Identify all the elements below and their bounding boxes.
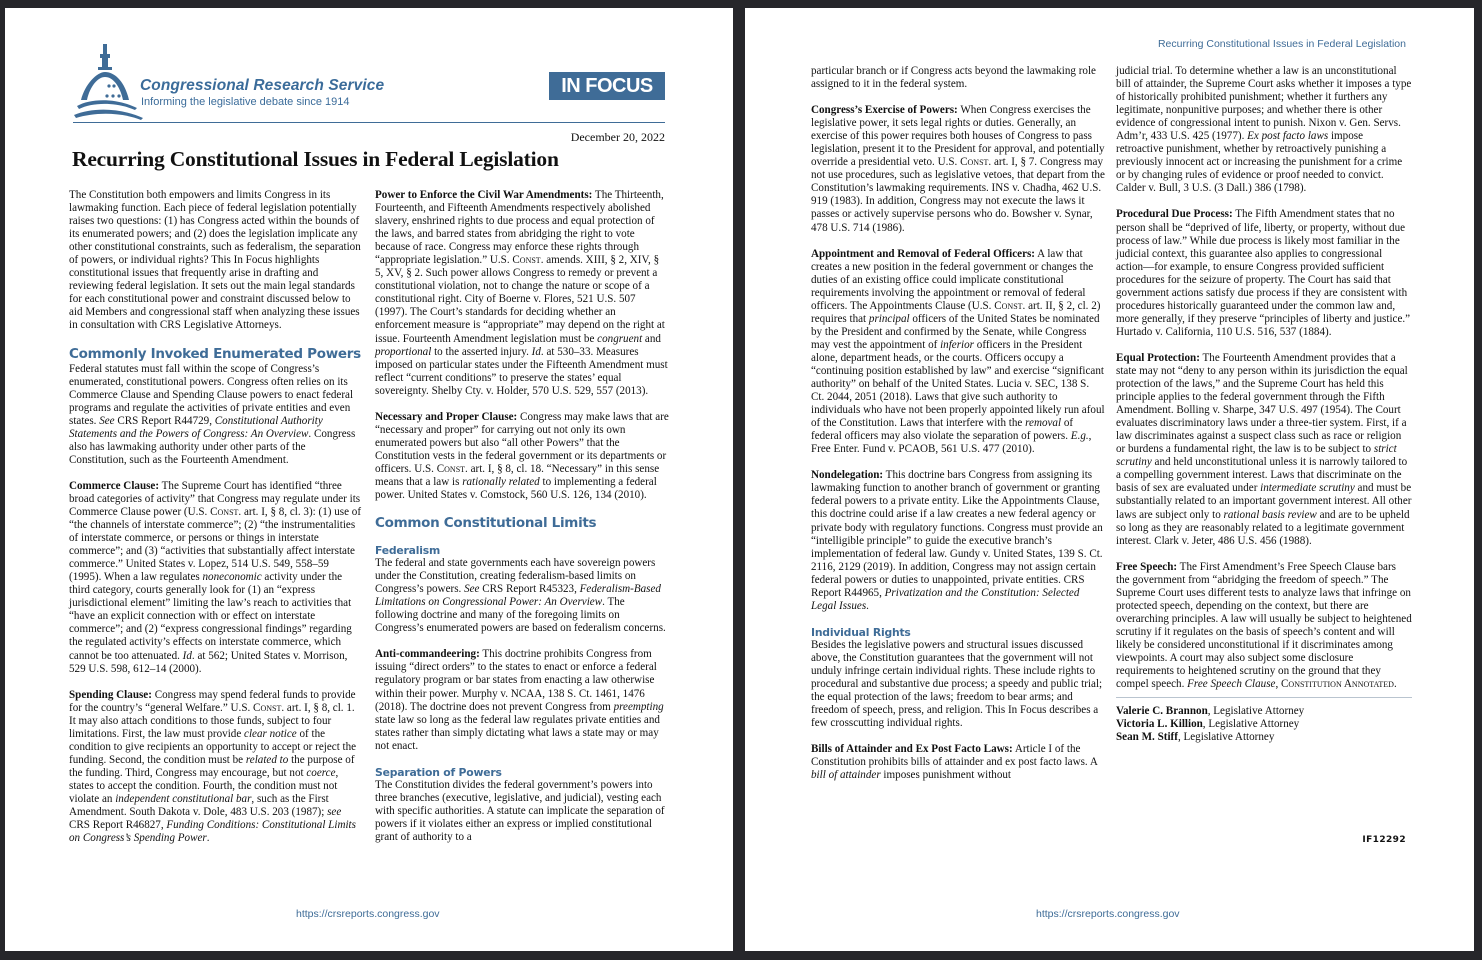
- footer-link[interactable]: https://crsreports.congress.gov: [1036, 908, 1180, 920]
- org-tagline: Informing the legislative debate since 1914: [141, 96, 350, 108]
- appointment-removal-paragraph: Appointment and Removal of Federal Officers: A law that creates a new position in the federal government or changes the duties of an existing office could implicate constitutional requirements involving the appointment or removal of federal officers. The Appointments Clause (U.S. Const. art. II, § 2, cl. 2) requires that principal officers of the United States be nominated by the President and confirmed by the Senate, while Congress may vest the appointment of inferior officers in the President alone, department heads, or the courts. Officers occupy a “continuing position established by law” and exercise “significant authority” on behalf of the United States. Lucia v. SEC, 138 S. Ct. 2044, 2051 (2018). Laws that give such authority to individuals who have not been properly appointed likely run afoul of the Constitution. Laws that interfere with the removal of federal officers may also violate the separation of powers. E.g., Free Enter. Fund v. PCAOB, 561 U.S. 477 (2010).: [811, 247, 1105, 456]
- free-speech-paragraph: Free Speech: The First Amendment’s Free Speech Clause bars the government from “abridging the freedom of speech.” The Supreme Court uses different tests to analyze laws that infringe on protected speech, depending on the context, but there are overarching principles. A law will usually be subject to heightened scrutiny if it regulates on the basis of speech’s content and will likely be considered unconstitutional if it discriminates among viewpoints. A court may also subject some disclosure requirements to heightened scrutiny on the ground that they compel speech. Free Speech Clause, Constitution Annotated.: [1116, 560, 1412, 691]
- author-list: [1116, 705, 1412, 744]
- heading-individual-rights: Individual Rights: [811, 625, 911, 639]
- heading-separation-of-powers: Separation of Powers: [375, 765, 502, 779]
- enumerated-powers-paragraph: Federal statutes must fall within the scope of Congress’s enumerated, constitutional powers. Congress often relies on its Commerce Clause and Spending Clause powers to enact federal programs and regulate the activities of private entities and even states. See CRS Report R44729, Constitutional Authority Statements and the Powers of Congress: An Overview. Congress also has lawmaking authority under other parts of the Constitution, such as the Fourteenth Amendment.: [69, 362, 356, 466]
- document-page-2: [745, 8, 1474, 951]
- heading-enumerated-powers: Commonly Invoked Enumerated Powers: [69, 345, 361, 362]
- nondelegation-paragraph: Nondelegation: This doctrine bars Congress from assigning its lawmaking function to another branch of government or granting federal powers to a private entity. Like the Appointments Clause, this doctrine could arise if a law creates a new federal agency or private body with regulatory functions. Congress must provide an “intelligible principle” to guide the executive branch’s implementation of federal law. Gundy v. United States, 139 S. Ct. 2116, 2129 (2019). In addition, Congress may not assign certain federal powers or duties to unappointed, private entities. CRS Report R44965, Privatization and the Constitution: Selected Legal Issues.: [811, 469, 1103, 612]
- running-header: Recurring Constitutional Issues in Federal Legislation: [1157, 38, 1406, 50]
- product-code: IF12292: [1362, 835, 1406, 845]
- page2-column-right: [1116, 65, 1412, 744]
- individual-rights-paragraph: Besides the legislative powers and structural issues discussed above, the Constitution guarantees that the government will not unduly infringe certain individual rights. These include rights to procedural and substantive due process; a speedy and public trial; the equal protection of the laws; freedom to bear arms; and freedom of speech, press, and religion. This In Focus describes a few crosscutting individual rights.: [811, 638, 1103, 730]
- bills-of-attainder-paragraph: Bills of Attainder and Ex Post Facto Laws: Article I of the Constitution prohibits bills of attainder and ex post facto laws. A bill of attainder imposes punishment without: [811, 743, 1098, 782]
- page2-column-left: [811, 65, 1105, 795]
- spending-clause-paragraph: Spending Clause: Congress may spend federal funds to provide for the country’s “general Welfare.” U.S. Const. art. I, § 8, cl. 1. It may also attach conditions to those funds, subject to four limitations. First, the law must provide clear notice of the condition to give recipients an opportunity to accept or reject the funding. Second, the condition must be related to the purpose of the funding. Third, Congress may encourage, but not coerce, states to accept the condition. Fourth, the condition must not violate an independent constitutional bar, such as the First Amendment. South Dakota v. Dole, 483 U.S. 203 (1987); see CRS Report R46827, Funding Conditions: Constitutional Limits on Congress’s Spending Power.: [69, 688, 357, 845]
- due-process-paragraph: Procedural Due Process: The Fifth Amendment states that no person shall be “deprived of life, liberty, or property, without due process of law.” While due process is likely most familiar in the judicial context, this guarantee also applies to congressional action—for example, to ensure Congress provided sufficient procedures for the seizure of property. The Court has said that government actions satisfy due process if they are consistent with procedures historically guaranteed under the common law and, more generally, if they preserve “principles of liberty and justice.” Hurtado v. California, 110 U.S. 516, 537 (1884).: [1116, 208, 1411, 338]
- civil-war-amendments-paragraph: Power to Enforce the Civil War Amendments: The Thirteenth, Fourteenth, and Fifteenth Amendments respectively abolished slavery, enshrined rights to due process and equal protection of the laws, and barred states from abridging the right to vote because of race. Congress may enforce these rights through “appropriate legislation.” U.S. Const. amends. XIII, § 2, XIV, § 5, XV, § 2. Such power allows Congress to remedy or prevent a constitutional violation, not to change the nature or scope of a constitutional right. City of Boerne v. Flores, 521 U.S. 507 (1997). The Court’s standards for deciding whether an enforcement measure is “appropriate” may depend on the right at issue. Fourteenth Amendment legislation must be congruent and proportional to the asserted injury. Id. at 530–33. Measures imposed on particular states under the Fifteenth Amendment must reflect “current conditions” to preserve the states’ equal sovereignty. Shelby Cty. v. Holder, 570 U.S. 529, 557 (2013).: [375, 189, 668, 397]
- exercise-of-powers-paragraph: Congress’s Exercise of Powers: When Congress exercises the legislative power, it sets legal rights or duties. Generally, an exercise of this power requires both houses of Congress to pass legislation, present it to the President for approval, and potentially override a presidential veto. U.S. Const. art. I, § 7. Congress may not use procedures, such as legislative vetoes, that depart from the Constitution’s lawmaking requirements. INS v. Chadha, 462 U.S. 919 (1983). In addition, Congress may not execute the laws it passes or actively supervise persons who do. Bowsher v. Synar, 478 U.S. 714 (1986).: [811, 104, 1105, 234]
- document-page-1: [5, 8, 733, 951]
- publication-date: December 20, 2022: [570, 130, 665, 144]
- page1-column-right: [375, 189, 669, 857]
- document-title: Recurring Constitutional Issues in Federal Legislation: [72, 147, 559, 171]
- org-name: Congressional Research Service: [140, 77, 385, 94]
- intro-paragraph: The Constitution both empowers and limits Congress in its lawmaking function. Each piece of federal legislation potentially raises two questions: (1) has Congress acted within the bounds of its enumerated powers; and (2) does the legislation implicate any other constitutional constraints, such as federalism, the separation of powers, or individual rights? This In Focus highlights constitutional issues that frequently arise in drafting and reviewing federal legislation. It sets out the main legal standards for each constitutional power and constraint discussed below to aid Members and congressional staff when analyzing these issues in consultation with CRS Legislative Attorneys.: [69, 189, 361, 332]
- author-entry: Sean M. Stiff, Legislative Attorney: [1116, 731, 1275, 744]
- author-entry: Valerie C. Brannon, Legislative Attorney: [1116, 705, 1305, 718]
- header-rule: [73, 122, 665, 123]
- heading-constitutional-limits: Common Constitutional Limits: [375, 515, 597, 532]
- federalism-paragraph: The federal and state governments each have sovereign powers under the Constitution, creating federalism-based limits on Congress’s powers. See CRS Report R45323, Federalism-Based Limitations on Congressional Power: An Overview. The following doctrine and many of the foregoing limits on Congress’s enumerated powers are based on federalism concerns.: [375, 557, 666, 635]
- separation-paragraph: The Constitution divides the federal government’s powers into three branches (executive, legislative, and judicial), vesting each with specific authorities. A statute can implicate the separation of powers if it violates either an express or implied constitutional grant of authority to a: [375, 778, 665, 843]
- bills-of-attainder-continued: judicial trial. To determine whether a law is an unconstitutional bill of attainder, the Supreme Court asks whether it imposes a type of historically prohibited punishment; whether it furthers any legitimate, nonpunitive purposes; and whether there is other evidence of congressional intent to punish. Nixon v. Gen. Servs. Adm’r, 433 U.S. 425 (1977). Ex post facto laws impose retroactive punishment, whether by retroactively punishing a previously innocent act or increasing the punishment for a crime or by changing rules of evidence or proof needed to convict. Calder v. Bull, 3 U.S. (3 Dall.) 386 (1798).: [1116, 65, 1412, 195]
- capitol-dome-logo-icon: [71, 42, 151, 120]
- heading-federalism: Federalism: [375, 544, 441, 558]
- commerce-clause-paragraph: Commerce Clause: The Supreme Court has identified “three broad categories of activity” that Congress may regulate under its Commerce Clause power (U.S. Const. art. I, § 8, cl. 3): (1) use of “the channels of interstate commerce”; (2) “the instrumentalities of interstate commerce, or persons or things in interstate commerce”; and (3) “activities that substantially affect interstate commerce.” United States v. Lopez, 514 U.S. 549, 558–59 (1995). When a law regulates noneconomic activity under the third category, courts generally look for (1) an “express jurisdictional element” limiting the law’s reach to activities that “have an explicit connection with or effect on interstate commerce”; and (2) “express congressional findings” regarding the regulated activity’s effects on interstate commerce, which cannot be too attenuated. Id. at 562; United States v. Morrison, 529 U.S. 598, 612–14 (2000).: [69, 479, 362, 675]
- authors-divider: [1116, 697, 1412, 698]
- page1-column-left: [69, 189, 363, 858]
- necessary-proper-paragraph: Necessary and Proper Clause: Congress may make laws that are “necessary and proper” for carrying out not only its own enumerated powers but also “all other Powers” that the Constitution vests in the federal government or its departments or officers. U.S. Const. art. I, § 8, cl. 18. “Necessary” in this sense means that a law is rationally related to implementing a federal power. United States v. Comstock, 560 U.S. 126, 134 (2010).: [375, 410, 669, 502]
- footer-link[interactable]: https://crsreports.congress.gov: [296, 908, 440, 920]
- author-entry: Victoria L. Killion, Legislative Attorney: [1116, 718, 1300, 731]
- in-focus-badge: IN FOCUS: [549, 72, 665, 100]
- separation-continued: particular branch or if Congress acts beyond the lawmaking role assigned to it in the federal system.: [811, 65, 1096, 91]
- equal-protection-paragraph: Equal Protection: The Fourteenth Amendment provides that a state may not “deny to any person within its jurisdiction the equal protection of the laws,” and the Supreme Court has held this principle applies to the federal government through the Fifth Amendment. Bolling v. Sharpe, 347 U.S. 497 (1954). The Court evaluates discriminatory laws under a three-tier system. First, if a law discriminates against a suspect class such as race or religion or burdens a fundamental right, the law is to be subject to strict scrutiny and held unconstitutional unless it is narrowly tailored to a compelling government interest. Laws that discriminate on the basis of sex are evaluated under intermediate scrutiny and must be substantially related to an important government interest. All other laws are subject only to rational basis review and are to be upheld so long as they are reasonably related to a legitimate government interest. Clark v. Jeter, 486 U.S. 456 (1988).: [1116, 351, 1412, 547]
- anti-commandeering-paragraph: Anti-commandeering: This doctrine prohibits Congress from issuing “direct orders” to the states to enact or enforce a federal regulatory program or bar states from enacting a law otherwise within their power. Murphy v. NCAA, 138 S. Ct. 1461, 1476 (2018). The doctrine does not prevent Congress from preempting state law so long as the federal law regulates private entities and states rather than simply dictating what laws a state may or may not enact.: [375, 648, 664, 752]
